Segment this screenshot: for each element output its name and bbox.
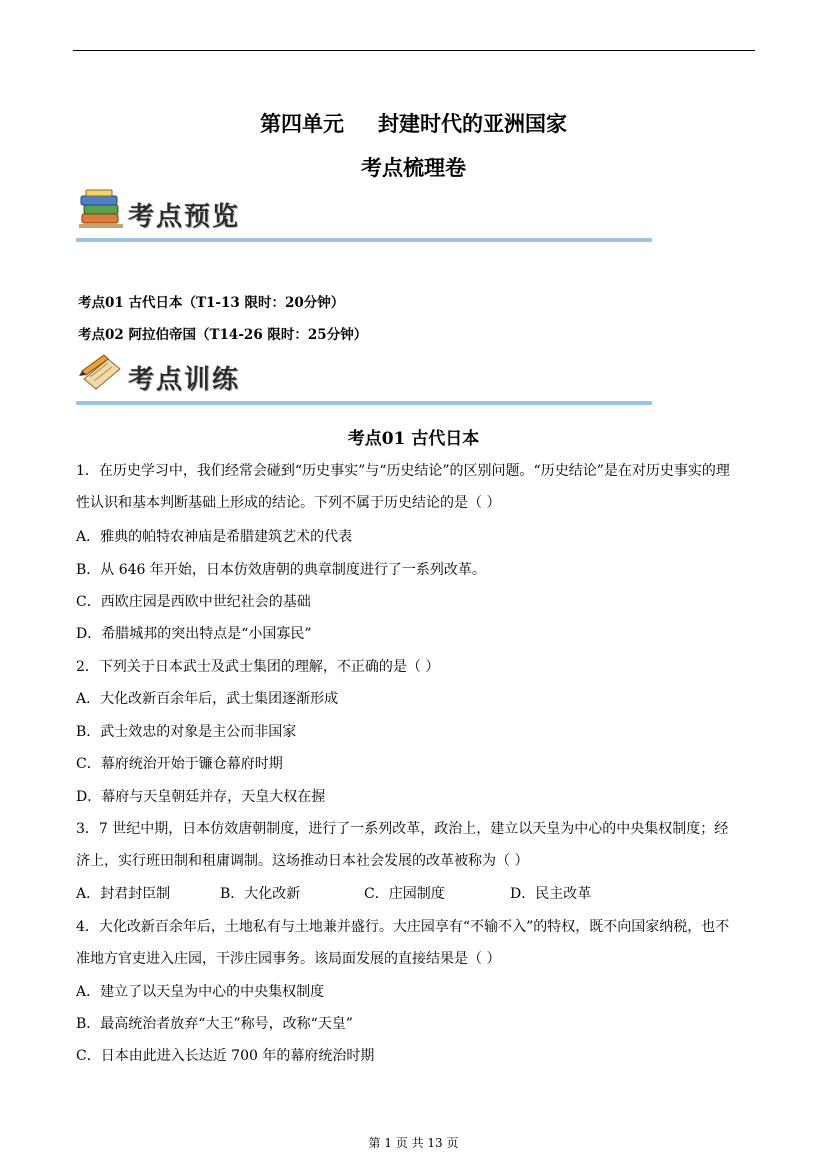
unit-topic: 封建时代的亚洲国家 — [378, 111, 567, 136]
unit-label: 第四单元 — [260, 111, 344, 136]
page-title — [0, 108, 827, 138]
q1-option-b: B．从 646 年开始，日本仿效唐朝的典章制度进行了一系列改革。 — [76, 562, 486, 578]
q4-option-c: C．日本由此进入长达近 700 年的幕府统治时期 — [76, 1048, 375, 1064]
q2-option-b: B．武士效忠的对象是主公而非国家 — [76, 724, 297, 740]
page-subtitle: 考点梳理卷 — [361, 155, 466, 180]
q4-option-a: A．建立了以天皇为中心的中央集权制度 — [76, 984, 325, 1000]
q3-option-a: A．封君封臣制 — [76, 886, 171, 902]
q1-stem-line1: 1．在历史学习中，我们经常会碰到“历史事实”与“历史结论”的区别问题。“历史结论”是在对历史事实的理 — [76, 463, 730, 479]
preview-banner — [76, 186, 652, 242]
q1-option-a: A．雅典的帕特农神庙是希腊建筑艺术的代表 — [76, 529, 353, 545]
q4-stem-line2: 准地方官吏进入庄园，干涉庄园事务。该局面发展的直接结果是（ ） — [76, 951, 501, 967]
q1-stem-line2: 性认识和基本判断基础上形成的结论。下列不属于历史结论的是（ ） — [76, 495, 501, 511]
q4-stem-line1: 4．大化改新百余年后，土地私有与土地兼并盛行。大庄园享有“不输不入”的特权，既不向国家纳税，也不 — [76, 919, 730, 935]
preview-banner-bar — [76, 238, 652, 242]
preview-banner-label: 考点预览 — [128, 202, 241, 232]
q2-option-d: D．幕府与天皇朝廷并存，天皇大权在握 — [76, 789, 326, 805]
training-banner-label: 考点训练 — [128, 365, 241, 395]
q3-option-d: D．民主改革 — [510, 886, 592, 902]
q2-option-c: C．幕府统治开始于镰仓幕府时期 — [76, 756, 283, 772]
header-rule — [73, 50, 755, 51]
pencil-paper-icon — [78, 351, 124, 393]
section-title: 考点01 古代日本 — [347, 429, 480, 449]
q3-options — [76, 884, 756, 904]
q4-option-b: B．最高统治者放弃“大王”称号，改称“天皇” — [76, 1016, 353, 1032]
training-banner-bar — [76, 401, 652, 405]
q2-option-a: A．大化改新百余年后，武士集团逐渐形成 — [76, 691, 339, 707]
training-banner — [76, 349, 652, 405]
q2-stem: 2．下列关于日本武士及武士集团的理解，不正确的是（ ） — [76, 659, 440, 675]
overview-item-1: 考点01 古代日本（T1-13 限时：20分钟） — [78, 295, 345, 311]
q3-stem-line1: 3．7 世纪中期，日本仿效唐朝制度，进行了一系列改革，政治上，建立以天皇为中心的中央集权制度；经 — [76, 821, 729, 837]
q3-option-c: C．庄园制度 — [364, 886, 445, 902]
q3-option-b: B．大化改新 — [220, 886, 301, 902]
overview-item-2: 考点02 阿拉伯帝国（T14-26 限时：25分钟） — [78, 327, 368, 343]
page-number: 第 1 页 共 13 页 — [368, 1136, 459, 1150]
q3-stem-line2: 济上，实行班田制和租庸调制。这场推动日本社会发展的改革被称为（ ） — [76, 853, 529, 869]
q1-option-c: C．西欧庄园是西欧中世纪社会的基础 — [76, 594, 311, 610]
books-icon — [78, 188, 124, 230]
q1-option-d: D．希腊城邦的突出特点是“小国寡民” — [76, 626, 312, 642]
